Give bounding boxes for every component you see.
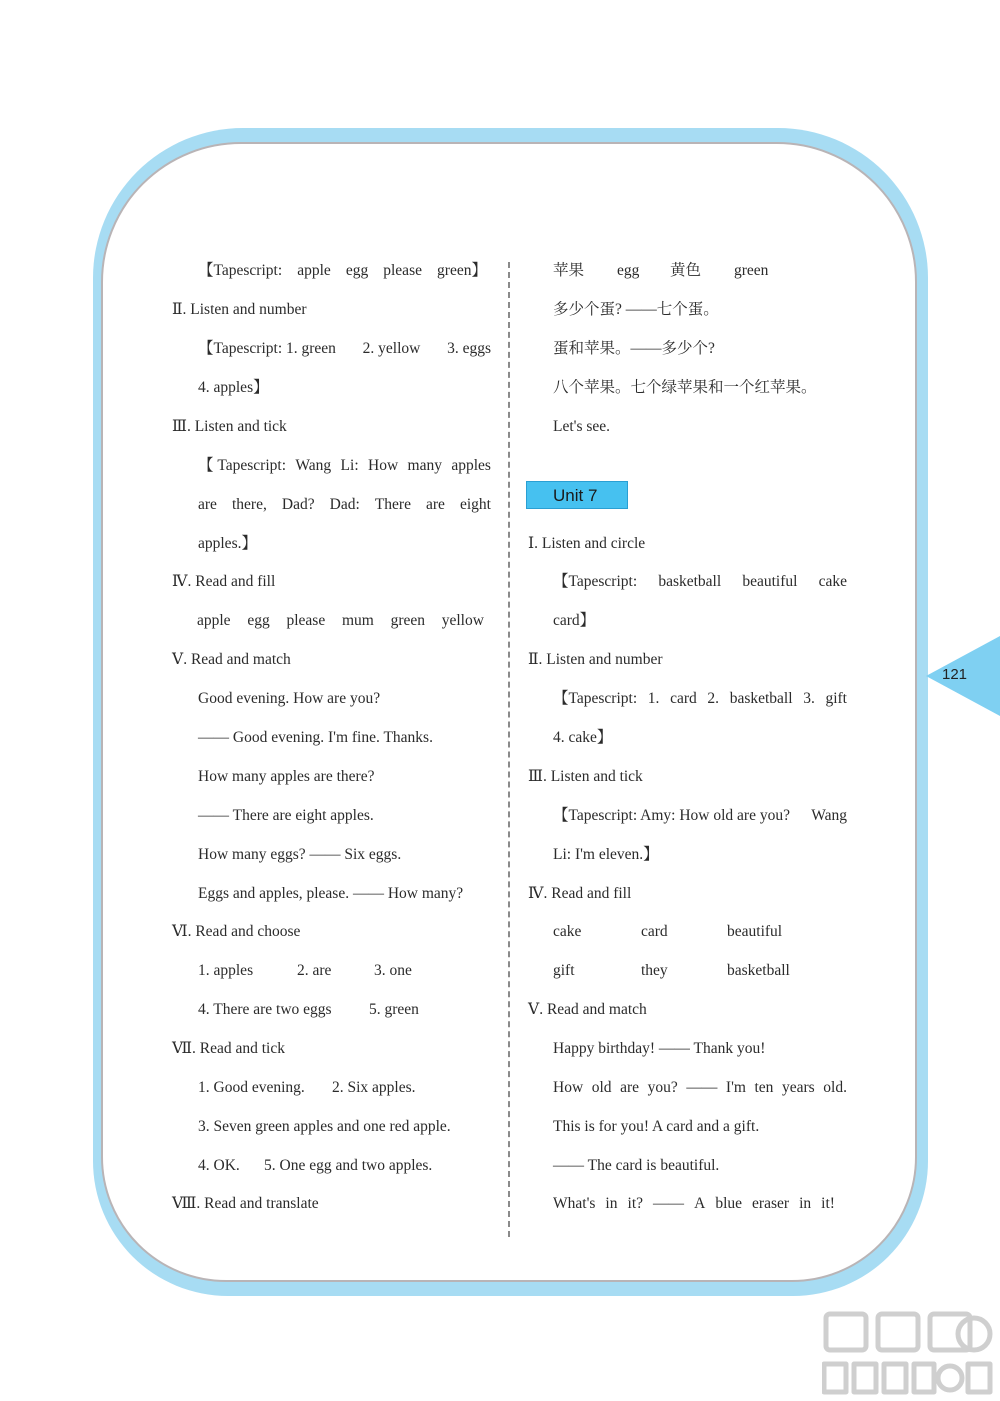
translation-line: 蛋和苹果。——多少个? (553, 340, 715, 357)
section-heading: Ⅵ. Read and choose (172, 923, 301, 940)
tapescript-line: 【Tapescript: apple egg please green】 (198, 262, 487, 279)
answer-line: Eggs and apples, please. —— How many? (198, 885, 464, 902)
tapescript-line: are there, Dad? Dad: There are eight (198, 496, 491, 513)
section-heading: Ⅷ. Read and translate (172, 1195, 319, 1212)
tapescript-line: 【Tapescript: Amy: How old are you? Wang (553, 807, 847, 824)
section-heading: Ⅶ. Read and tick (172, 1040, 285, 1057)
answer-line: This is for you! A card and a gift. (553, 1118, 760, 1135)
answer-line: How many eggs? —— Six eggs. (198, 846, 402, 863)
page-number: 121 (942, 666, 968, 683)
tapescript-line: apples.】 (198, 535, 257, 552)
tapescript-line: 【Tapescript: 1. card 2. basketball 3. gift (553, 690, 847, 707)
section-heading: Ⅰ. Listen and circle (528, 535, 646, 552)
tapescript-line: 4. cake】 (553, 729, 613, 746)
tapescript-line: 【 Tapescript: Wang Li: How many apples (198, 457, 491, 474)
column-divider (508, 262, 510, 1237)
tapescript-line: 【Tapescript: 1. green 2. yellow 3. eggs (198, 340, 491, 357)
translation-line: Let's see. (553, 418, 611, 435)
word-bank: gift they basketball (553, 962, 790, 979)
answer-line: 1. Good evening. 2. Six apples. (198, 1079, 416, 1096)
watermark-logo (822, 1308, 994, 1398)
tapescript-line: 4. apples】 (198, 379, 269, 396)
unit-badge: Unit 7 (526, 481, 628, 509)
word-bank: apple egg please mum green yellow (197, 612, 484, 629)
translation-line: 多少个蛋? ——七个蛋。 (553, 301, 719, 318)
section-heading: Ⅴ. Read and match (172, 651, 291, 668)
section-heading: Ⅲ. Listen and tick (172, 418, 287, 435)
answer-line: How old are you? —— I'm ten years old. (553, 1079, 847, 1096)
tapescript-line: 【Tapescript: basketball beautiful cake (553, 573, 847, 590)
answer-line: 3. Seven green apples and one red apple. (198, 1118, 451, 1135)
answer-line: What's in it? —— A blue eraser in it! (553, 1195, 835, 1212)
answer-line: —— Good evening. I'm fine. Thanks. (198, 729, 433, 746)
section-heading: Ⅳ. Read and fill (528, 885, 632, 902)
answer-line: How many apples are there? (198, 768, 375, 785)
answer-line: —— There are eight apples. (198, 807, 374, 824)
word-bank: cake card beautiful (553, 923, 783, 940)
section-heading: Ⅴ. Read and match (528, 1001, 647, 1018)
tapescript-line: card】 (553, 612, 596, 629)
section-heading: Ⅳ. Read and fill (172, 573, 276, 590)
section-heading: Ⅲ. Listen and tick (528, 768, 643, 785)
translation-line: 八个苹果。七个绿苹果和一个红苹果。 (553, 379, 817, 396)
tapescript-line: Li: I'm eleven.】 (553, 846, 659, 863)
answer-line: Good evening. How are you? (198, 690, 381, 707)
section-heading: Ⅱ. Listen and number (528, 651, 663, 668)
section-heading: Ⅱ. Listen and number (172, 301, 307, 318)
answer-line: 4. OK. 5. One egg and two apples. (198, 1157, 433, 1174)
translation-line: 苹果 egg 黄色 green (553, 262, 769, 279)
answer-line: —— The card is beautiful. (553, 1157, 720, 1174)
answer-line: 4. There are two eggs 5. green (198, 1001, 419, 1018)
answer-line: 1. apples 2. are 3. one (198, 962, 412, 979)
answer-line: Happy birthday! —— Thank you! (553, 1040, 766, 1057)
